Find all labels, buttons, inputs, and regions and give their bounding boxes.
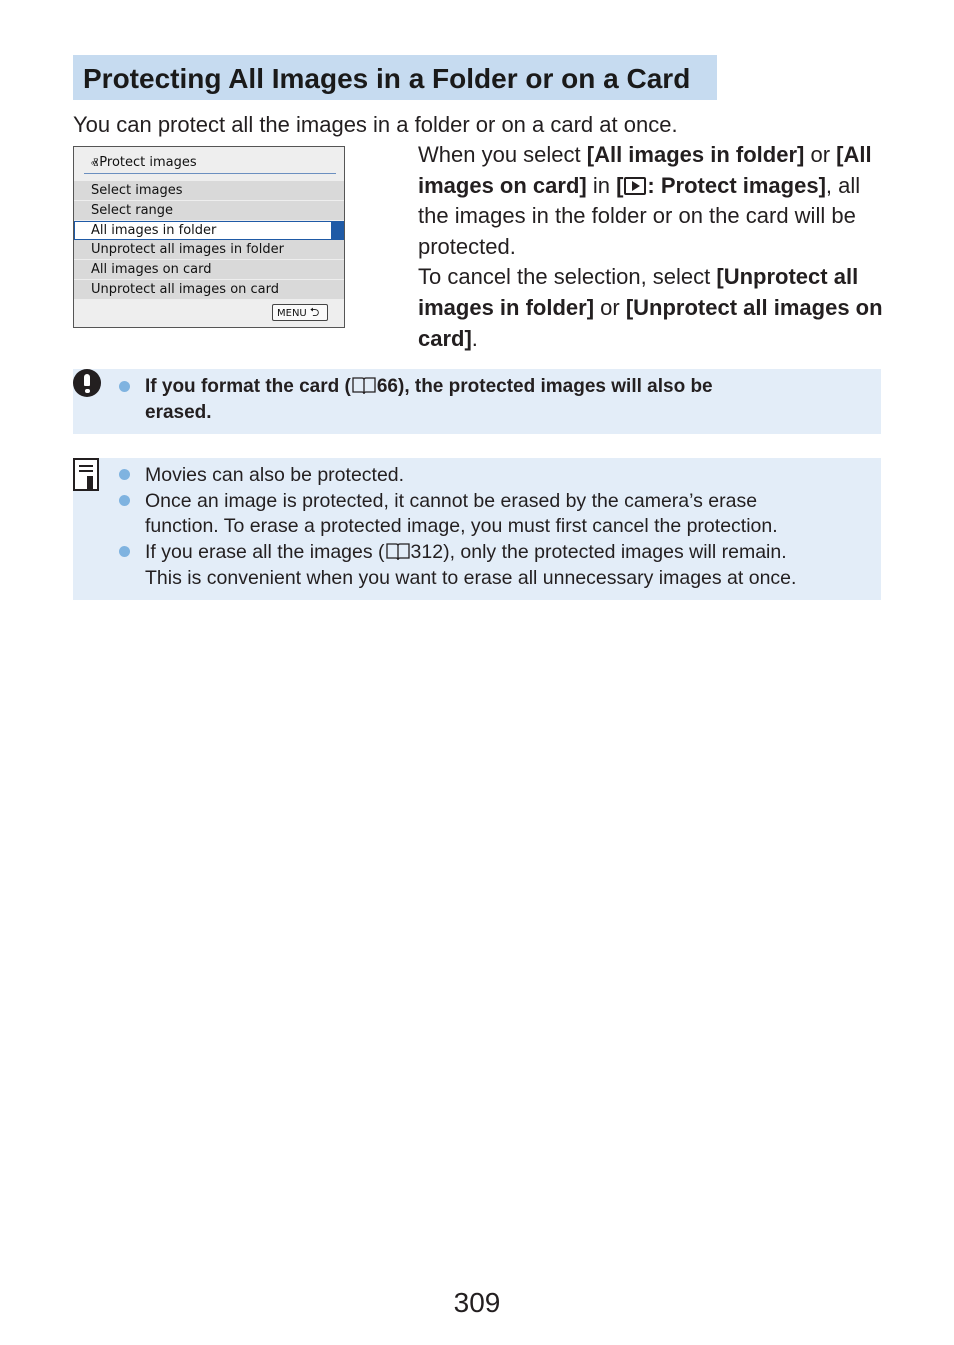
- book-icon: [386, 542, 410, 561]
- menu-ref: [All images on card]: [418, 142, 872, 198]
- note-box: [73, 458, 881, 600]
- menu-item-unprotect-card: Unprotect all images on card: [74, 280, 344, 299]
- bullet-icon: [119, 495, 130, 506]
- screen-divider: [84, 173, 336, 174]
- playback-icon: [624, 177, 646, 195]
- note-icon: [73, 458, 99, 491]
- menu-ref: [All images in folder]: [586, 142, 805, 167]
- menu-ref: [Unprotect all images in folder]: [418, 264, 859, 320]
- menu-item-all-images-on-card: All images on card: [74, 260, 344, 279]
- menu-ref: [: [616, 172, 624, 198]
- list-item: [118, 489, 796, 540]
- text: If you format the card (: [145, 376, 351, 397]
- caution-list: [118, 374, 713, 426]
- menu-item-all-images-in-folder: All images in folder: [74, 221, 344, 240]
- book-icon: [352, 376, 376, 395]
- menu-return-button: [272, 304, 328, 321]
- page-number: 309: [453, 1287, 501, 1318]
- menu-button-label: MENU: [277, 308, 307, 319]
- section-heading: Protecting All Images in a Folder or on a Card: [73, 55, 717, 100]
- text: 312), only the protected images will remain.: [410, 541, 787, 564]
- key-icon: Ⱏ: [91, 156, 99, 169]
- camera-menu-screen: [73, 146, 345, 328]
- text: Once an image is protected, it cannot be erased by the camera’s erase: [145, 489, 758, 512]
- text: If you erase all the images (: [145, 541, 385, 564]
- menu-item-select-range: Select range: [74, 201, 344, 220]
- text: This is convenient when you want to erase all unnecessary images at once.: [145, 566, 797, 589]
- text: 66), the protected images will also be: [376, 376, 713, 397]
- instruction-text: [418, 140, 888, 354]
- text: When you select: [418, 142, 587, 167]
- note-line: [79, 465, 93, 467]
- bullet-icon: [119, 546, 130, 557]
- text: or: [804, 142, 837, 167]
- text: function. To erase a protected image, you must first cancel the protection.: [145, 515, 778, 538]
- caution-icon: [73, 369, 101, 397]
- note-list: [118, 463, 796, 592]
- pencil-shape: [87, 476, 93, 491]
- list-item: [118, 374, 713, 426]
- menu-list: [74, 181, 344, 300]
- text: or: [594, 294, 626, 320]
- list-item: [118, 463, 796, 489]
- bullet-icon: [119, 469, 130, 480]
- text: in: [586, 172, 617, 198]
- return-icon: ⮌: [309, 305, 320, 319]
- caution-box: [73, 369, 881, 434]
- screen-title-label: Protect images: [99, 155, 197, 170]
- menu-item-unprotect-folder: Unprotect all images in folder: [74, 240, 344, 259]
- bullet-icon: [119, 381, 130, 392]
- instruction-paragraph-1: [418, 140, 888, 262]
- text: erased.: [145, 402, 212, 423]
- instruction-paragraph-2: [418, 262, 888, 354]
- screen-title: [91, 155, 197, 171]
- list-item: [118, 540, 796, 591]
- text: Movies can also be protected.: [145, 464, 405, 486]
- menu-item-select-images: Select images: [74, 181, 344, 200]
- text: To cancel the selection, select: [418, 264, 717, 290]
- text: .: [471, 325, 478, 351]
- intro-text: You can protect all the images in a folder or on a card at once.: [73, 112, 678, 137]
- menu-ref: : Protect images]: [647, 172, 826, 198]
- note-line: [79, 470, 93, 472]
- menu-ref: [Unprotect all images on card]: [418, 294, 883, 351]
- text: , all the images in the folder or on the card will be protected.: [418, 172, 861, 259]
